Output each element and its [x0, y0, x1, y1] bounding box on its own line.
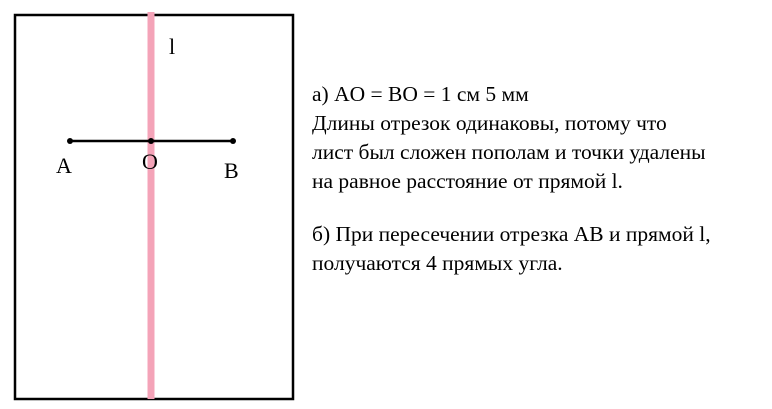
point-b-label: B — [224, 158, 239, 183]
answer-part-a-line-2: Длины отрезок одинаковы, потому что — [312, 111, 667, 135]
answer-part-b-line-2: получаются 4 прямых угла. — [312, 251, 563, 275]
point-o — [148, 138, 154, 144]
line-label-l: l — [169, 34, 176, 59]
answer-part-b-line-1: б) При пересечении отрезка AB и прямой l, — [312, 222, 711, 246]
answer-part-a-line-4: на равное расстояние от прямой l. — [312, 169, 623, 193]
answer-part-a-line-1: а) AO = BO = 1 см 5 мм — [312, 82, 529, 106]
point-b — [230, 138, 236, 144]
point-a-label: A — [56, 153, 72, 178]
answer-part-a-line-3: лист был сложен пополам и точки удалены — [312, 140, 706, 164]
point-a — [67, 138, 73, 144]
answer-text — [312, 80, 767, 278]
point-o-label: O — [142, 149, 158, 174]
